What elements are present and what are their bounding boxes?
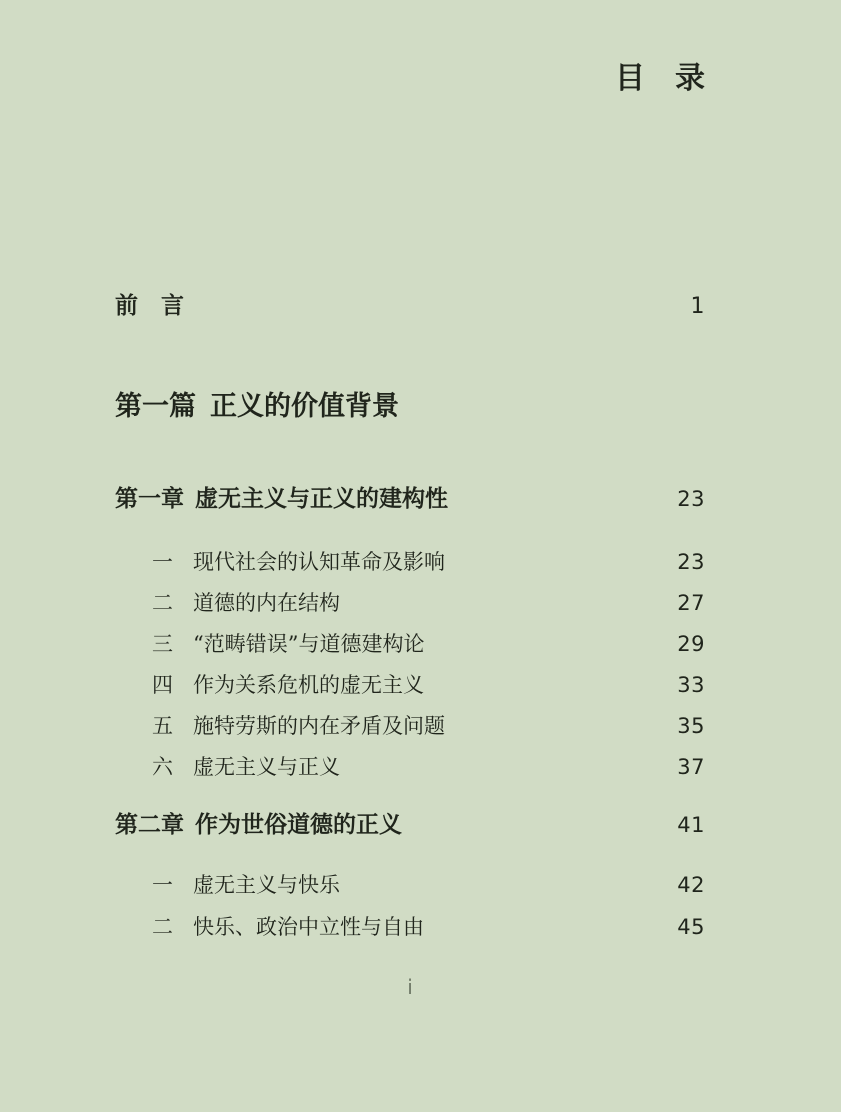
section-number: 一 <box>152 550 173 574</box>
section-page-number: 35 <box>677 714 705 738</box>
section-number: 二 <box>152 591 173 615</box>
toc-entry-section <box>152 593 705 614</box>
section-page-number: 27 <box>677 591 705 615</box>
toc-entry-section <box>152 875 705 896</box>
toc-entry-section <box>152 552 705 573</box>
section-page-number: 29 <box>677 632 705 656</box>
section-title: 作为关系危机的虚无主义 <box>193 673 424 697</box>
toc-entry-section <box>152 917 705 938</box>
toc-entry-section <box>152 716 705 737</box>
toc-entry-part1 <box>115 393 705 420</box>
chapter2-page-number: 41 <box>677 813 705 837</box>
section-number: 四 <box>152 673 173 697</box>
folio-page-number: i <box>407 975 413 999</box>
chapter1-number: 第一章 <box>115 486 184 512</box>
section-title: 虚无主义与正义 <box>193 755 340 779</box>
section-number: 五 <box>152 714 173 738</box>
chapter1-page-number: 23 <box>677 487 705 511</box>
toc-entry-section <box>152 675 705 696</box>
section-page-number: 45 <box>677 915 705 939</box>
section-title: 现代社会的认知革命及影响 <box>193 550 445 574</box>
section-page-number: 33 <box>677 673 705 697</box>
part1-number: 第一篇 <box>115 391 196 422</box>
section-number: 二 <box>152 915 173 939</box>
part1-title: 正义的价值背景 <box>210 391 399 422</box>
page-title: 目 录 <box>615 61 705 96</box>
chapter1-title: 虚无主义与正义的建构性 <box>195 486 448 512</box>
section-page-number: 42 <box>677 873 705 897</box>
preface-label: 前 言 <box>115 293 184 319</box>
preface-page-number: 1 <box>690 294 705 319</box>
section-title: 快乐、政治中立性与自由 <box>193 915 424 939</box>
toc-entry-preface <box>115 295 705 318</box>
section-number: 三 <box>152 632 173 656</box>
toc-entry-chapter2 <box>115 814 705 837</box>
section-title: 施特劳斯的内在矛盾及问题 <box>193 714 445 738</box>
section-number: 一 <box>152 873 173 897</box>
section-page-number: 37 <box>677 755 705 779</box>
section-title: 道德的内在结构 <box>193 591 340 615</box>
toc-entry-section <box>152 634 705 655</box>
chapter2-number: 第二章 <box>115 812 184 838</box>
toc-entry-chapter1 <box>115 488 705 511</box>
section-number: 六 <box>152 755 173 779</box>
chapter2-title: 作为世俗道德的正义 <box>195 812 402 838</box>
toc-entry-section <box>152 757 705 778</box>
section-title: “范畴错误”与道德建构论 <box>193 632 425 656</box>
section-title: 虚无主义与快乐 <box>193 873 340 897</box>
section-page-number: 23 <box>677 550 705 574</box>
